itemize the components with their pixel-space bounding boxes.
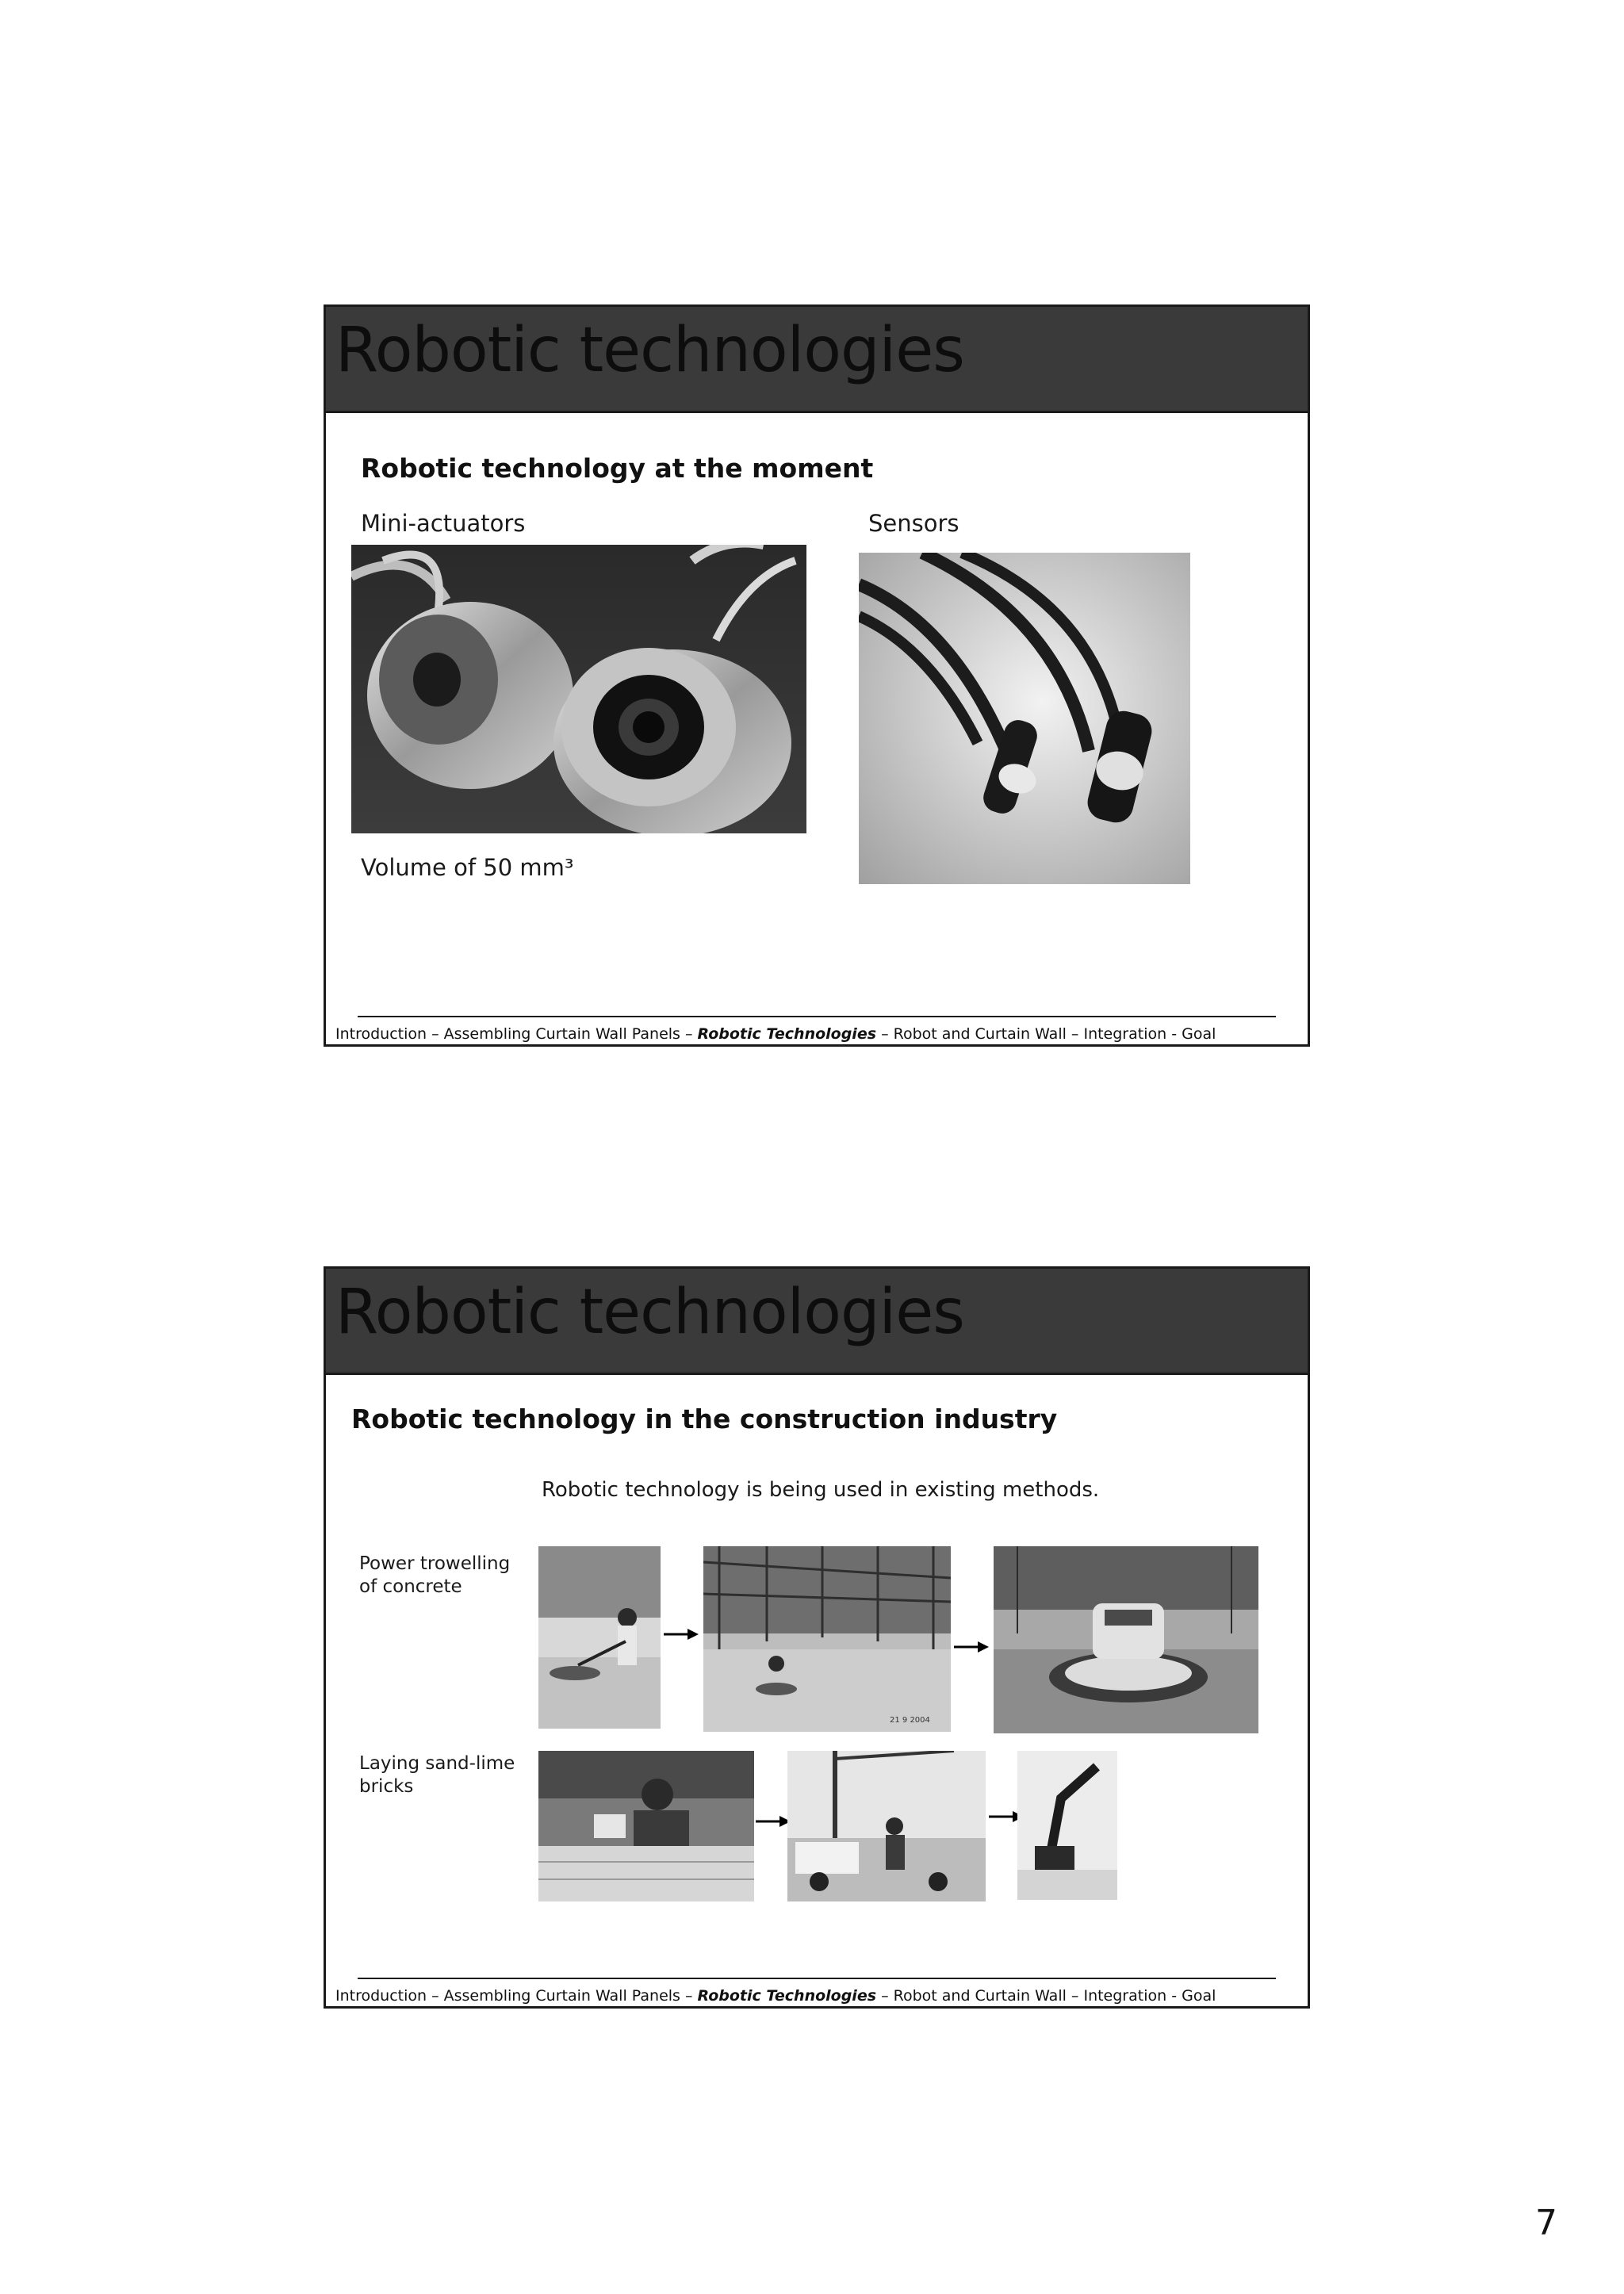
- mini-actuators-label: Mini-actuators: [361, 510, 526, 537]
- footer-pre: Introduction – Assembling Curtain Wall Panels –: [335, 1987, 698, 2005]
- footer-current-section: Robotic Technologies: [697, 1987, 877, 2005]
- robotic-bricklaying-photo: [1017, 1751, 1117, 1900]
- footer-navigation: [335, 1987, 1216, 2005]
- slide-robotic-technologies-2: [324, 1266, 1310, 2009]
- power-trowelling-label: Power trowelling of concrete: [359, 1553, 511, 1597]
- manual-trowelling-photo: [538, 1546, 661, 1729]
- arrow-icon: [756, 1814, 791, 1829]
- semi-automated-trowelling-photo: [703, 1546, 951, 1732]
- slide-subtitle: Robotic technology in the construction industry: [351, 1404, 1058, 1434]
- laying-bricks-label: Laying sand-lime bricks: [359, 1753, 515, 1797]
- footer-divider: [358, 1016, 1276, 1017]
- slide-robotic-technologies-1: [324, 304, 1310, 1047]
- title-bar: [326, 1269, 1308, 1375]
- page-number: 7: [1535, 2203, 1557, 2243]
- footer-post: – Robot and Curtain Wall – Integration - Goal: [876, 1987, 1216, 2005]
- sensors-label: Sensors: [868, 510, 959, 537]
- assisted-bricklaying-photo: [787, 1751, 986, 1901]
- manual-bricklaying-photo: [538, 1751, 754, 1901]
- robotic-trowelling-photo: [994, 1546, 1258, 1733]
- sensors-photo: [859, 553, 1190, 884]
- footer-post: – Robot and Curtain Wall – Integration - Goal: [876, 1025, 1216, 1043]
- footer-current-section: Robotic Technologies: [697, 1025, 877, 1043]
- footer-navigation: [335, 1025, 1216, 1043]
- arrow-icon: [954, 1640, 989, 1654]
- arrow-icon: [664, 1627, 699, 1641]
- svg-text:21 9 2004: 21 9 2004: [890, 1716, 930, 1725]
- slide-title: Robotic technologies: [335, 315, 964, 386]
- slide-subtitle: Robotic technology at the moment: [361, 453, 874, 484]
- intro-text: Robotic technology is being used in existing methods.: [542, 1478, 1100, 1502]
- title-bar: [326, 307, 1308, 413]
- volume-caption: Volume of 50 mm³: [361, 854, 574, 881]
- footer-pre: Introduction – Assembling Curtain Wall Panels –: [335, 1025, 698, 1043]
- mini-actuators-photo: [351, 545, 806, 833]
- footer-divider: [358, 1978, 1276, 1979]
- slide-title: Robotic technologies: [335, 1277, 964, 1348]
